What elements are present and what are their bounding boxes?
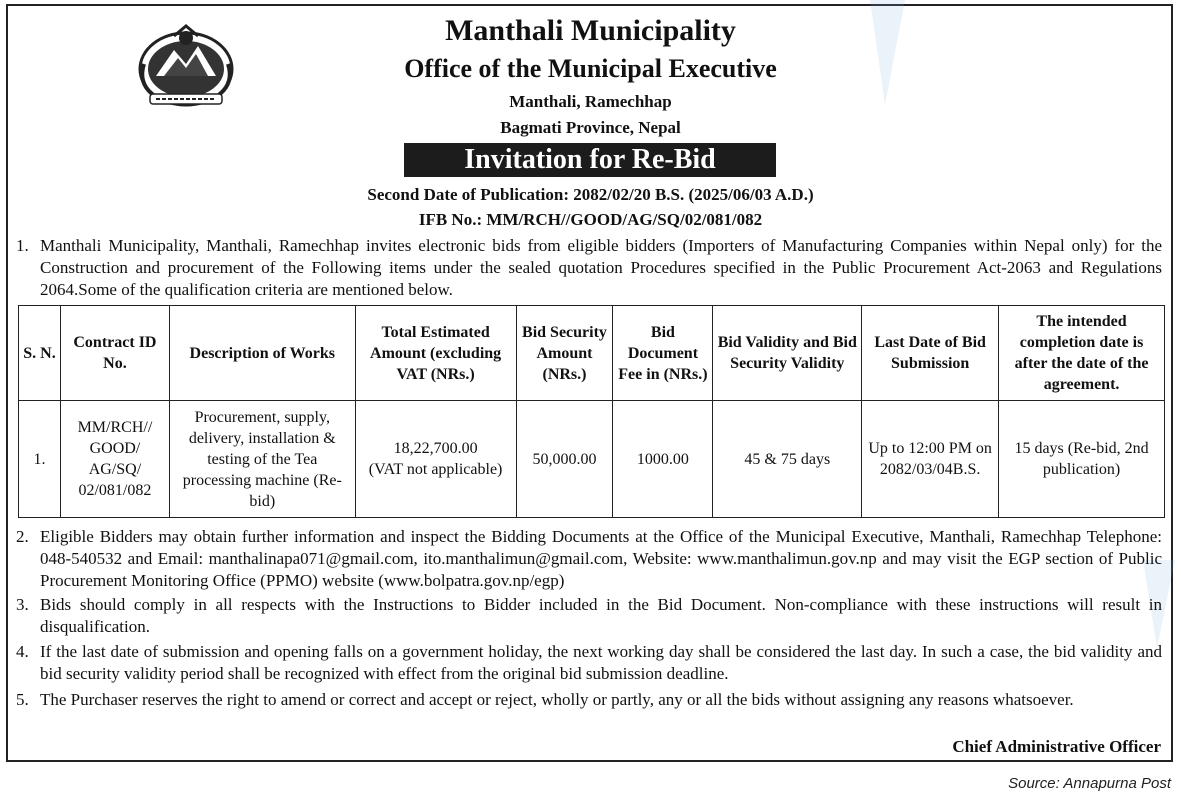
paragraph-4	[16, 641, 1162, 685]
header-validity: Bid Validity and Bid Security Validity	[713, 306, 862, 401]
header-sn: S. N.	[19, 306, 61, 401]
paragraph-1	[16, 235, 1162, 301]
header-document-fee: Bid Document Fee in (NRs.)	[613, 306, 713, 401]
cell-description: Procurement, supply, delivery, installation & testing of the Tea processing machine (Re-bid)	[169, 401, 355, 518]
publication-date: Second Date of Publication: 2082/02/20 B.S. (2025/06/03 A.D.)	[367, 185, 814, 204]
cell-bid-security: 50,000.00	[516, 401, 613, 518]
paragraph-number: 5.	[16, 690, 29, 709]
paragraph-3	[16, 594, 1162, 638]
header-bid-security: Bid Security Amount (NRs.)	[516, 306, 613, 401]
address-line-2: Bagmati Province, Nepal	[500, 118, 681, 137]
table-header-row	[19, 306, 1165, 401]
cell-contract-id: MM/RCH// GOOD/ AG/SQ/ 02/081/082	[60, 401, 169, 518]
header-last-date: Last Date of Bid Submission	[862, 306, 999, 401]
paragraph-text: Manthali Municipality, Manthali, Ramechhap invites electronic bids from eligible bidders (Importers of Manufacturing Companies within Nepal only) for the Construction and procurement of the Following items under the sealed quotation Procedures specified in the Public Procurement Act-2063 and Regulations 2064.Some of the qualification criteria are mentioned below.	[40, 236, 1162, 299]
signature-title: Chief Administrative Officer	[952, 737, 1161, 756]
paragraph-5	[16, 689, 1162, 711]
table-row	[19, 401, 1165, 518]
paragraph-number: 1.	[16, 236, 29, 255]
paragraph-number: 4.	[16, 642, 29, 661]
paragraph-2	[16, 526, 1162, 592]
header-completion: The intended completion date is after the date of the agreement.	[999, 306, 1165, 401]
source-credit: Source: Annapurna Post	[1008, 775, 1171, 792]
ifb-number: IFB No.: MM/RCH//GOOD/AG/SQ/02/081/082	[418, 210, 763, 229]
cell-validity: 45 & 75 days	[713, 401, 862, 518]
notice-title-banner: Invitation for Re-Bid	[404, 143, 776, 177]
municipality-name: Manthali Municipality	[445, 14, 736, 47]
paragraph-text: Bids should comply in all respects with the Instructions to Bidder included in the Bid Document. Non-compliance with these instructions will result in disqualification.	[40, 595, 1162, 636]
header-description: Description of Works	[169, 306, 355, 401]
cell-last-date: Up to 12:00 PM on 2082/03/04B.S.	[862, 401, 999, 518]
paragraph-number: 2.	[16, 527, 29, 546]
paragraph-text: If the last date of submission and opening falls on a government holiday, the next working day shall be considered the last day. In such a case, the bid validity and bid security validity period shall be recognized with effect from the original bid submission deadline.	[40, 642, 1162, 683]
header-estimated-amount: Total Estimated Amount (excluding VAT (NRs.)	[355, 306, 516, 401]
header-contract-id: Contract ID No.	[60, 306, 169, 401]
cell-sn: 1.	[19, 401, 61, 518]
paragraph-number: 3.	[16, 595, 29, 614]
office-name: Office of the Municipal Executive	[404, 54, 777, 83]
address-line-1: Manthali, Ramechhap	[509, 92, 672, 111]
paragraph-text: Eligible Bidders may obtain further information and inspect the Bidding Documents at the Office of the Municipal Executive, Manthali, Ramechhap Telephone: 048-540532 and Email: manthalinapa071@gmail.com, ito.manthalimun@gmail.com, Website: www.manthalimun.gov.np and may visit the EGP section of Public Procurement Monitoring Office (PPMO) website (www.bolpatra.gov.np/egp)	[40, 527, 1162, 590]
cell-completion: 15 days (Re-bid, 2nd publication)	[999, 401, 1165, 518]
paragraph-text: The Purchaser reserves the right to amend or correct and accept or reject, wholly or partly, any or all the bids without assigning any reasons whatsoever.	[40, 690, 1074, 709]
cell-document-fee: 1000.00	[613, 401, 713, 518]
estimated-amount-note: (VAT not applicable)	[368, 461, 503, 478]
estimated-amount-value: 18,22,700.00	[393, 440, 478, 457]
cell-estimated-amount	[355, 401, 516, 518]
bid-table	[18, 305, 1165, 518]
